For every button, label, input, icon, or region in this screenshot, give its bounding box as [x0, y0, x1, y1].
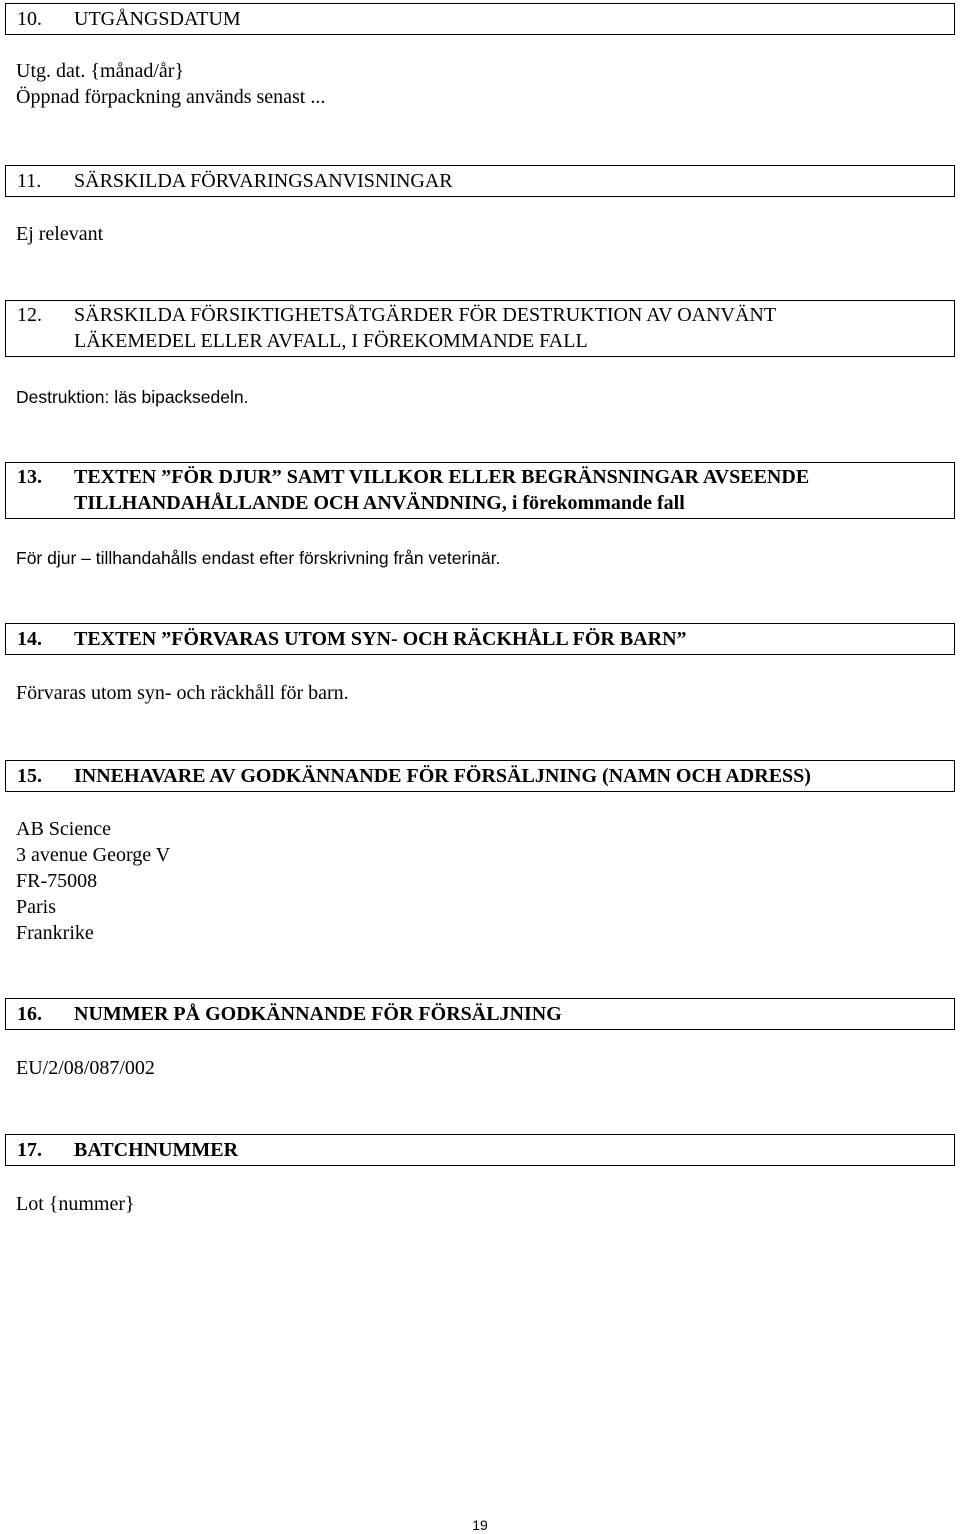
section-number: 17. — [17, 1139, 42, 1161]
section-15-header — [5, 760, 955, 792]
address-line: Paris — [16, 896, 56, 918]
page-number: 19 — [472, 1517, 488, 1533]
section-10-header — [5, 3, 955, 35]
section-10-body — [16, 58, 325, 110]
section-title-line: TEXTEN ”FÖR DJUR” SAMT VILLKOR ELLER BEGRÄNSNINGAR AVSEENDE — [74, 466, 810, 488]
section-number: 10. — [17, 8, 42, 30]
section-number: 12. — [17, 304, 42, 326]
section-title-line: TILLHANDAHÅLLANDE OCH ANVÄNDNING, i förekommande fall — [74, 492, 685, 514]
section-title-line: SÄRSKILDA FÖRSIKTIGHETSÅTGÄRDER FÖR DESTRUKTION AV OANVÄNT — [74, 304, 777, 326]
section-16-header — [5, 998, 955, 1030]
address-line: FR-75008 — [16, 870, 98, 892]
section-11-body — [16, 221, 103, 247]
section-15-body — [16, 816, 170, 946]
section-number: 15. — [17, 765, 42, 787]
section-14-body — [16, 680, 349, 706]
body-line: Förvaras utom syn- och räckhåll för barn. — [16, 682, 349, 704]
address-line: AB Science — [16, 818, 111, 840]
address-line: 3 avenue George V — [16, 844, 171, 866]
section-title: SÄRSKILDA FÖRVARINGSANVISNINGAR — [74, 170, 453, 192]
section-number: 13. — [17, 466, 42, 488]
body-line: Ej relevant — [16, 223, 104, 245]
section-17-body — [16, 1191, 135, 1217]
section-title: UTGÅNGSDATUM — [74, 8, 241, 30]
address-line: Frankrike — [16, 922, 94, 944]
section-13-header — [5, 462, 955, 519]
section-11-header — [5, 165, 955, 197]
section-title: INNEHAVARE AV GODKÄNNANDE FÖR FÖRSÄLJNING (NAMN OCH ADRESS) — [74, 765, 811, 787]
body-line: EU/2/08/087/002 — [16, 1057, 155, 1079]
section-number: 14. — [17, 628, 42, 650]
section-number: 16. — [17, 1003, 42, 1025]
section-16-body — [16, 1055, 155, 1081]
body-line: Utg. dat. {månad/år} — [16, 60, 185, 82]
section-title-line: LÄKEMEDEL ELLER AVFALL, I FÖREKOMMANDE FALL — [74, 330, 588, 352]
section-12-body — [16, 384, 248, 410]
section-14-header — [5, 623, 955, 655]
body-line: Öppnad förpackning används senast ... — [16, 86, 326, 108]
body-line: Destruktion: läs bipacksedeln. — [16, 387, 249, 407]
section-title: TEXTEN ”FÖRVARAS UTOM SYN- OCH RÄCKHÅLL FÖR BARN” — [74, 628, 687, 650]
section-title: BATCHNUMMER — [74, 1139, 239, 1161]
section-12-header — [5, 300, 955, 357]
section-17-header — [5, 1134, 955, 1166]
section-number: 11. — [17, 170, 42, 192]
section-13-body — [16, 545, 500, 571]
body-line: För djur – tillhandahålls endast efter förskrivning från veterinär. — [16, 548, 501, 568]
section-title: NUMMER PÅ GODKÄNNANDE FÖR FÖRSÄLJNING — [74, 1003, 562, 1025]
body-line: Lot {nummer} — [16, 1193, 135, 1215]
